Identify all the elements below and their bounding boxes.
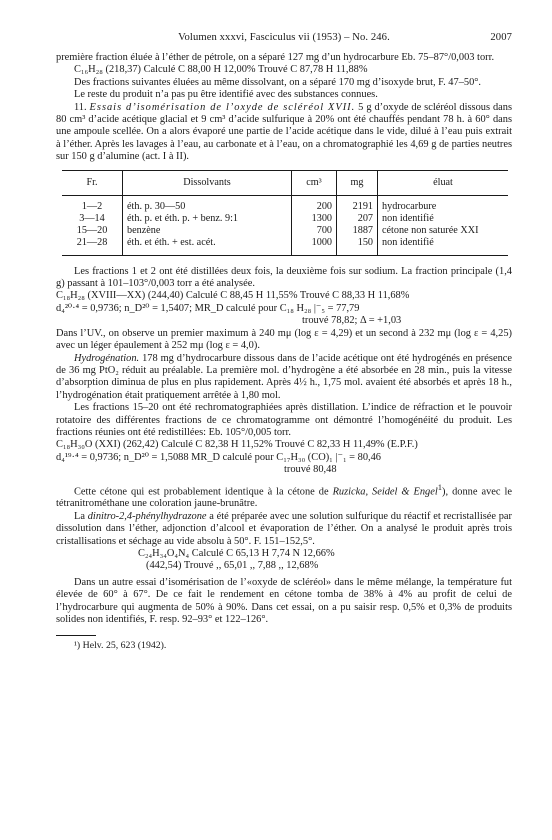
paragraph-9 — [56, 481, 512, 511]
paragraph-6: Dans l’UV., on observe un premier maximum à 240 mμ (log ε = 4,29) et un second à 232 mμ (log ε = 4,25) avec un léger épaulement à 252 mμ (log ε = 4,0). — [56, 327, 512, 352]
paragraph-9-text-a: Cette cétone qui est probablement identique à la cétone de — [74, 486, 333, 498]
analysis-3-line-3: trouvé 80,48 — [284, 464, 337, 476]
table-row — [62, 195, 508, 213]
col-header-mass: mg — [337, 170, 378, 195]
paragraph-11: Dans un autre essai d’isomérisation de l’«oxyde de scléréol» dans le même mélange, la température fut élevée de 60° à 67°. De ce fait le rendement en cétone tomba de 38% à 4% au profit de celui de l’hydrocarbure qui augmenta de 50% à 90%. Dans cet essai, on a pu saisir resp. 0,5% et 0,3% de produits solides non identifiés, F. resp. 92–93° et 122–126°. — [56, 576, 512, 626]
author-names: Ruzicka, Seidel & Engel — [332, 486, 438, 498]
analysis-2-line-2: d₄²⁰·⁴ = 0,9736; n_D²⁰ = 1,5407; MR_D calculé pour C₁₈ H₂₈ |⁻₅ = 77,79 — [56, 302, 360, 314]
analysis-3-line-2: d₄¹⁹·⁴ = 0,9736; n_D²⁰ = 1,5088 MR_D calculé pour C₁₇H₃₀ (CO)₁ |⁻₁ = 80,46 — [56, 451, 381, 463]
footnote-ref: 1 — [437, 481, 443, 492]
paragraph-7 — [56, 353, 512, 403]
paragraph-4 — [56, 102, 512, 164]
cell-fraction: 15—20 — [76, 225, 108, 237]
hydrogenation-heading: Hydrogénation. — [74, 352, 140, 364]
col-header-solvents: Dissolvants — [123, 170, 292, 195]
cell-volume: 200 — [292, 195, 337, 213]
section-title: Essais d’isomérisation de l’oxyde de scléréol XVII. — [89, 101, 356, 113]
cell-eluate: non identifié — [378, 213, 509, 225]
table-row — [62, 213, 508, 225]
paragraph-2: Des fractions suivantes éluées au même dissolvant, on a séparé 170 mg d’isoxyde brut, F. 47–50°. — [74, 76, 482, 88]
elution-table-wrapper — [62, 170, 508, 256]
cell-volume: 1000 — [292, 237, 337, 255]
cell-solvent: benzène — [123, 225, 292, 237]
section-number: 11. — [74, 101, 90, 113]
cell-mass: 2191 — [337, 195, 378, 213]
analysis-3-line-1: C₁₈H₃₀O (XXI) (262,42) Calculé C 82,38 H 11,52% Trouvé C 82,33 H 11,49% (E.P.F.) — [56, 439, 418, 451]
analysis-2-line-3: trouvé 78,82; Δ = +1,03 — [302, 315, 402, 327]
paragraph-10-text-a: La — [74, 510, 88, 522]
table-header-row — [62, 170, 508, 195]
paragraph-10-text-b: a été préparée avec une solution sulfurique du réactif et recristallisée par dissolution dans l’éther, adjonction d’alcool et évaporation de l’éther. On a analysé le produit après trois cristallisations et séchage au vide absolu à 50°. F. 151–152,5°. — [56, 510, 512, 547]
paragraph-10 — [56, 511, 512, 548]
cell-mass: 1887 — [337, 225, 378, 237]
table-row — [62, 237, 508, 255]
col-header-fraction: Fr. — [62, 170, 123, 195]
cell-solvent: éth. et éth. + est. acét. — [123, 237, 292, 255]
analysis-1: C₁₆H₂₈ (218,37) Calculé C 88,00 H 12,00% Trouvé C 87,78 H 11,88% — [74, 64, 368, 76]
footnote-rule — [56, 635, 96, 636]
cell-fraction: 1—2 — [81, 200, 103, 212]
cell-eluate: non identifié — [378, 237, 509, 255]
hydrogenation-text: 178 mg d’hydrocarbure dissous dans de l’acide acétique ont été hydrogénés en présence de 36 mg PtO₂ réduit au préalable. La première mol. d’hydrogène a été absorbée en 28 min., puis la vitesse d’absorption diminua de plus en plus rapidement. Après 4½ h., 1,75 mol. avaient été absorbés et après 18 h., l’hydrogénation était pratiquement arrêtée à 1,80 mol. — [56, 352, 512, 401]
cell-solvent: éth. p. et éth. p. + benz. 9:1 — [123, 213, 292, 225]
cell-solvent: éth. p. 30—50 — [123, 195, 292, 213]
paragraph-5: Les fractions 1 et 2 ont été distillées deux fois, la deuxième fois sur sodium. La fraction principale (1,4 g) passant à 101–103°/0,003 torr a été analysée. — [56, 265, 512, 290]
article-body — [56, 52, 512, 652]
footnote: ¹) Helv. 25, 623 (1942). — [74, 639, 167, 651]
compound-name: dinitro-2,4-phénylhydrazone — [87, 510, 207, 522]
paragraph-8: Les fractions 15–20 ont été rechromatographiées après distillation. L’indice de réfraction et le pouvoir rotatoire des différentes fractions de ce chromatogramme ont démontré l’homogénéité du produit. Les fractions réunies ont été redistillées: Eb. 105°/0,005 torr. — [56, 402, 512, 438]
section-text: 5 g d’oxyde de scléréol dissous dans 80 cm³ d’acide acétique glacial et 9 cm³ d’acide sulfurique à 20% ont été chauffés pendant 78 h. à 60° dans une ampoule scellée. On a alors évaporé une partie de l’acide acétique dans le vide, dilué à l’eau puis extrait à l’éther. Après les lavages à l’eau, au carbonate et à l’eau, on a chromatographié les 4,69 g de parties neutres sur 150 g d’alumine (act. I à II). — [56, 101, 513, 163]
running-title: Volumen xxxvi, Fasciculus vii (1953) – No. 246. — [178, 32, 390, 43]
paragraph-1: première fraction éluée à l’éther de pétrole, on a séparé 127 mg d’un hydrocarbure Eb. 75–87°/0,003 torr. — [56, 52, 495, 63]
analysis-4-line-1: C₂₄H₃₄O₄N₄ Calculé C 65,13 H 7,74 N 12,66% — [138, 548, 335, 560]
cell-mass: 207 — [337, 213, 378, 225]
analysis-4-line-2: (442,54) Trouvé ,, 65,01 ,, 7,88 ,, 12,68% — [146, 560, 319, 572]
cell-fraction: 21—28 — [76, 237, 108, 249]
cell-volume: 1300 — [292, 213, 337, 225]
col-header-volume: cm³ — [292, 170, 337, 195]
cell-fraction: 3—14 — [79, 213, 105, 225]
page-number: 2007 — [490, 32, 512, 43]
cell-volume: 700 — [292, 225, 337, 237]
cell-eluate: hydrocarbure — [378, 195, 509, 213]
col-header-eluate: éluat — [378, 170, 509, 195]
analysis-2-line-1: C₁₈H₂₈ (XVIII—XX) (244,40) Calculé C 88,45 H 11,55% Trouvé C 88,33 H 11,68% — [56, 290, 410, 302]
elution-table — [62, 170, 508, 256]
cell-eluate: cétone non saturée XXI — [378, 225, 509, 237]
table-row — [62, 225, 508, 237]
paragraph-3: Le reste du produit n’a pas pu être identifié avec des substances connues. — [74, 89, 378, 101]
cell-mass: 150 — [337, 237, 378, 255]
paragraph-9-text-b: ), donne avec le tétranitrométhane une coloration jaune-brunâtre. — [56, 486, 512, 510]
